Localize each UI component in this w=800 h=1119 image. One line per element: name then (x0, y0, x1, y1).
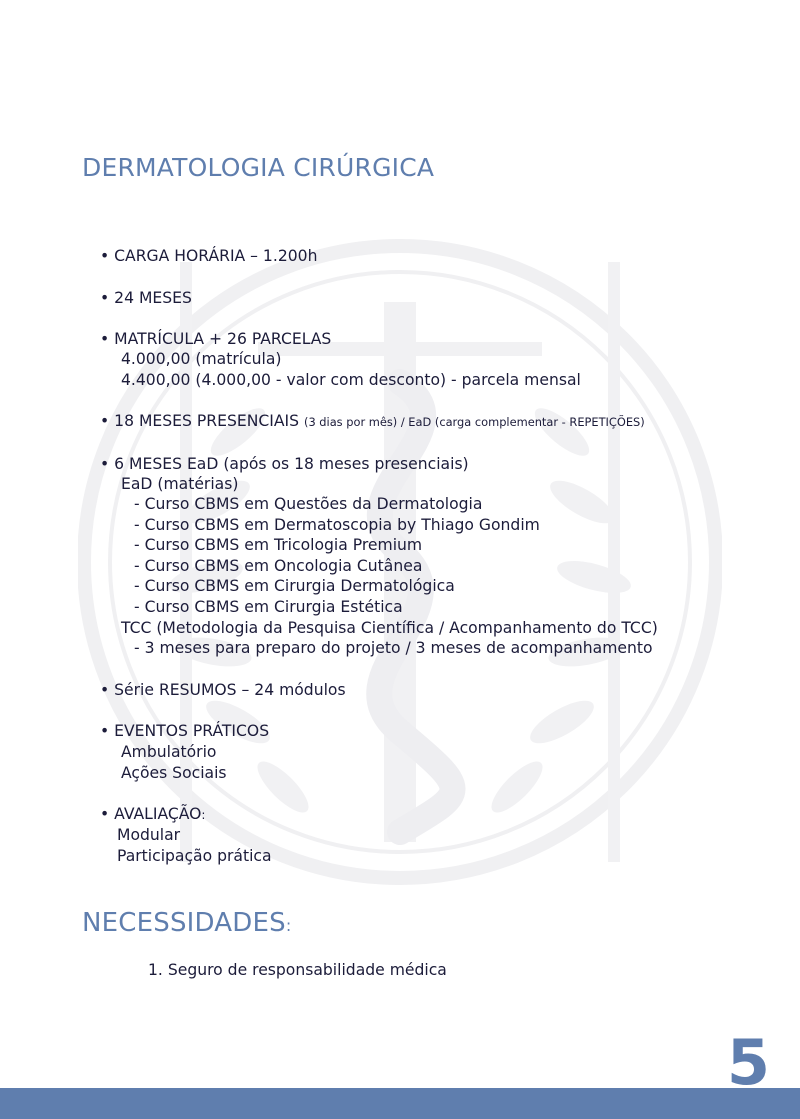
course-details (100, 0, 740, 1119)
necessidades-colon: : (285, 916, 292, 935)
ead-materias: EaD (matérias) (121, 475, 239, 493)
list-item-avaliacao (100, 804, 205, 825)
section-title-necessidades (82, 908, 291, 938)
list-item-eventos: • EVENTOS PRÁTICOS (100, 722, 270, 740)
page-title: DERMATOLOGIA CIRÚRGICA (82, 153, 435, 182)
course-item: - Curso CBMS em Cirurgia Estética (134, 598, 403, 616)
necessidades-item: 1. Seguro de responsabilidade médica (148, 961, 447, 979)
presenciais-note: (3 dias por mês) / EaD (carga complementar - REPETIÇÕES) (304, 415, 645, 429)
course-item: - Curso CBMS em Cirurgia Dermatológica (134, 577, 455, 595)
list-item-matricula: • MATRÍCULA + 26 PARCELAS (100, 330, 332, 348)
course-item: - Curso CBMS em Dermatoscopia by Thiago Gondim (134, 516, 540, 534)
list-item-duracao: • 24 MESES (100, 289, 192, 307)
necessidades-label: NECESSIDADES (82, 908, 286, 938)
course-item: - Curso CBMS em Oncologia Cutânea (134, 557, 423, 575)
matricula-valor: 4.000,00 (matrícula) (121, 350, 282, 368)
list-item-ead: • 6 MESES EaD (após os 18 meses presenciais) (100, 455, 469, 473)
tcc-label: TCC (Metodologia da Pesquisa Científica / Acompanhamento do TCC) (121, 619, 658, 637)
parcela-valor: 4.400,00 (4.000,00 - valor com desconto) - parcela mensal (121, 371, 581, 389)
evento-acoes-sociais: Ações Sociais (121, 764, 227, 782)
course-item: - Curso CBMS em Tricologia Premium (134, 536, 423, 554)
presenciais-label: • 18 MESES PRESENCIAIS (100, 412, 300, 430)
course-item: - Curso CBMS em Questões da Dermatologia (134, 495, 483, 513)
avaliacao-colon: : (201, 808, 206, 822)
evento-ambulatorio: Ambulatório (121, 743, 217, 761)
avaliacao-label: • AVALIAÇÃO (100, 805, 202, 823)
avaliacao-modular: Modular (117, 826, 181, 844)
list-item-carga-horaria: • CARGA HORÁRIA – 1.200h (100, 247, 318, 265)
list-item-resumos: • Série RESUMOS – 24 módulos (100, 681, 346, 699)
footer-bar (0, 1088, 800, 1119)
list-item-presenciais (100, 411, 645, 432)
tcc-detail: - 3 meses para preparo do projeto / 3 meses de acompanhamento (134, 639, 653, 657)
avaliacao-participacao: Participação prática (117, 847, 272, 865)
page-number: 5 (726, 1026, 770, 1099)
